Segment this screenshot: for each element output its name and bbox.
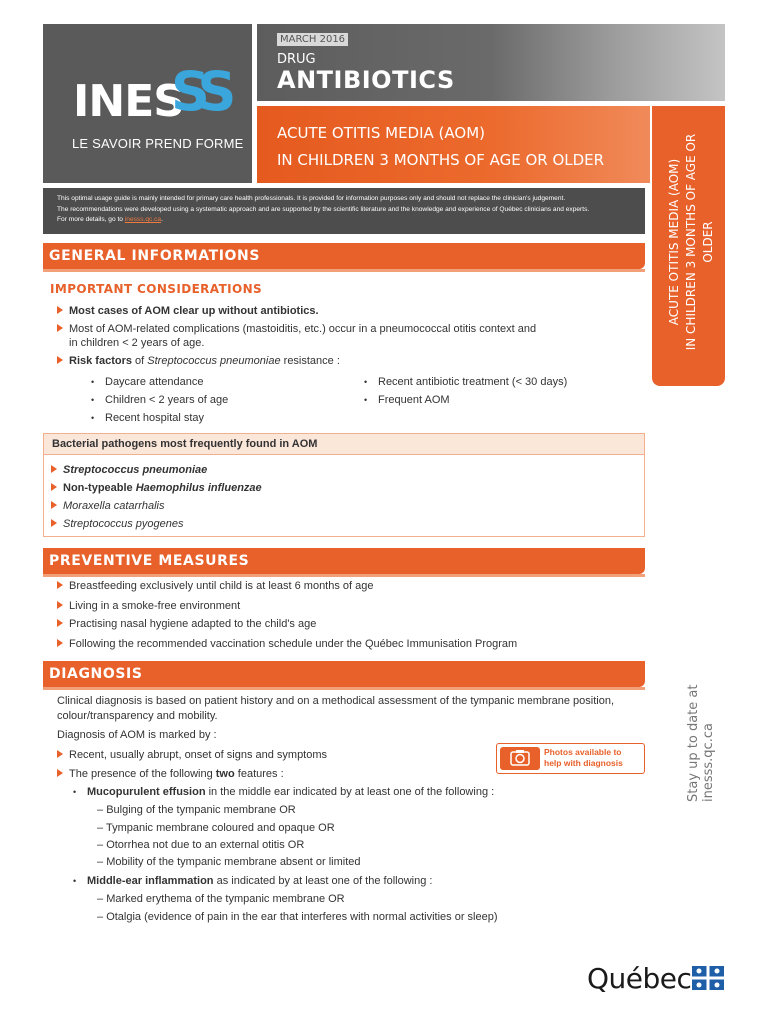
section-rule: [43, 687, 645, 690]
arrow-bullet-icon: [51, 519, 57, 527]
side-tab-line2: IN CHILDREN 3 MONTHS OF AGE OR OLDER: [684, 133, 715, 351]
intro-notice: [43, 188, 645, 234]
risk-factor-text: Recent hospital stay: [105, 412, 205, 424]
arrow-bullet-icon: [57, 769, 63, 777]
list-item-text: The presence of the following: [69, 768, 216, 780]
criterion-text: Mobility of the tympanic membrane absent or limited: [106, 856, 361, 868]
side-tab-line1: ACUTE OTITIS MEDIA (AOM): [667, 158, 681, 326]
pathogen-name: Moraxella catarrhalis: [63, 500, 165, 512]
photos-link-line2: help with diagnosis: [544, 758, 623, 768]
arrow-bullet-icon: [57, 601, 63, 609]
pathogen-name: Streptococcus pneumoniae: [63, 464, 208, 476]
pathogen-qualifier: Non-typeable: [63, 482, 136, 494]
side-tab-text: [666, 112, 717, 372]
quebec-flag-icon: [692, 966, 724, 990]
risk-factor: • Recent antibiotic treatment (< 30 days): [364, 376, 568, 388]
arrow-bullet-icon: [57, 619, 63, 627]
intro-line3: [57, 215, 631, 226]
subheading-important: IMPORTANT CONSIDERATIONS: [50, 282, 263, 296]
inesss-link[interactable]: inesss.qc.ca: [124, 216, 162, 223]
quebec-wordmark: Québec: [587, 962, 692, 995]
logo-wordmark: INES: [73, 76, 184, 127]
criterion-item: – Bulging of the tympanic membrane OR: [97, 804, 296, 816]
criterion-text: Tympanic membrane coloured and opaque OR: [105, 822, 335, 834]
photos-link-label: [544, 747, 623, 769]
logo-block: [43, 24, 252, 183]
criterion-item: – Otorrhea not due to an external otitis OR: [97, 839, 305, 851]
feature-text: in the middle ear indicated by at least one of the following :: [205, 786, 495, 798]
list-item-text: resistance :: [280, 355, 340, 367]
risk-factors-label: Risk factors: [69, 355, 132, 367]
logo-ss-mark: SS: [171, 60, 227, 123]
side-tab: [652, 106, 725, 386]
risk-factor: • Frequent AOM: [364, 394, 450, 406]
section-heading-preventive: PREVENTIVE MEASURES: [43, 548, 645, 574]
intro-line1: This optimal usage guide is mainly intended for primary care health professionals. It is provided for information purposes only and should not replace the clinician's judgement.: [57, 195, 566, 202]
arrow-bullet-icon: [51, 483, 57, 491]
pathogen-item: [51, 463, 207, 477]
risk-factor: • Recent hospital stay: [91, 412, 205, 424]
list-item-text: Most of AOM-related complications (mastoiditis, etc.) occur in a pneumococcal otitis context and: [69, 323, 537, 335]
emphasis: two: [215, 768, 235, 780]
criterion-text: Otorrhea not due to an external otitis OR: [106, 839, 305, 851]
header-banner: [257, 24, 725, 101]
section-rule: [43, 269, 645, 272]
risk-factor-text: Children < 2 years of age: [105, 394, 229, 406]
criterion-text: Otalgia (evidence of pain in the ear that interferes with normal activities or sleep): [106, 911, 498, 923]
feature-text: as indicated by at least one of the following :: [213, 875, 433, 887]
criterion-text: Marked erythema of the tympanic membrane OR: [106, 893, 345, 905]
arrow-bullet-icon: [57, 356, 63, 364]
header-kind: DRUG: [277, 52, 316, 67]
list-item-text: features :: [234, 768, 284, 780]
stay-up-to-date-text: Stay up to date at inesss.qc.ca: [686, 684, 716, 802]
photos-link-line1: Photos available to: [544, 747, 622, 757]
publication-date: MARCH 2016: [277, 33, 348, 46]
bacteria-box-heading: Bacterial pathogens most frequently found in AOM: [44, 434, 644, 455]
page-title-line1: ACUTE OTITIS MEDIA (AOM): [277, 124, 486, 142]
list-item-text: Breastfeeding exclusively until child is at least 6 months of age: [69, 580, 374, 592]
list-item-text: Following the recommended vaccination schedule under the Québec Immunisation Program: [69, 638, 518, 650]
photos-link-button[interactable]: [496, 743, 645, 774]
list-item: [57, 599, 240, 613]
feature-item: • Middle-ear inflammation as indicated by at least one of the following :: [73, 875, 433, 887]
pathogen-item: [51, 499, 164, 513]
criterion-text: Bulging of the tympanic membrane OR: [106, 804, 296, 816]
list-item: [57, 579, 374, 593]
criterion-item: – Otalgia (evidence of pain in the ear that interferes with normal activities or sleep): [97, 911, 498, 923]
section-heading-general: GENERAL INFORMATIONS: [43, 243, 645, 269]
diagnosis-paragraph: [57, 694, 614, 724]
list-item: [57, 304, 319, 318]
list-item-text: Practising nasal hygiene adapted to the child's age: [69, 618, 317, 630]
criterion-item: – Marked erythema of the tympanic membrane OR: [97, 893, 345, 905]
species-name: Streptococcus pneumoniae: [147, 355, 281, 367]
arrow-bullet-icon: [57, 639, 63, 647]
bacteria-box: [43, 433, 645, 537]
list-item-text: Most cases of AOM clear up without antibiotics.: [69, 305, 319, 317]
risk-factor: • Daycare attendance: [91, 376, 204, 388]
arrow-bullet-icon: [57, 750, 63, 758]
risk-factor-text: Daycare attendance: [105, 376, 204, 388]
pathogen-item: [51, 481, 262, 495]
section-rule: [43, 574, 645, 577]
logo-tagline: LE SAVOIR PREND FORME: [72, 136, 244, 151]
paragraph-text: colour/transparency and mobility.: [57, 710, 218, 722]
pathogen-item: [51, 517, 183, 531]
feature-item: • Mucopurulent effusion in the middle ear indicated by at least one of the following :: [73, 786, 495, 798]
list-item: [57, 617, 316, 631]
list-item-text: Living in a smoke-free environment: [69, 600, 241, 612]
paragraph-text: Clinical diagnosis is based on patient history and on a methodical assessment of the tympanic membrane position,: [57, 695, 615, 707]
pathogen-name: Haemophilus influenzae: [135, 482, 262, 494]
list-item: [57, 322, 536, 350]
list-item: [57, 748, 327, 762]
section-heading-diagnosis: DIAGNOSIS: [43, 661, 645, 687]
risk-factor: • Children < 2 years of age: [91, 394, 229, 406]
list-item-text: Recent, usually abrupt, onset of signs and symptoms: [69, 749, 328, 761]
header-category: ANTIBIOTICS: [277, 66, 455, 94]
list-item: [57, 354, 340, 368]
list-item-text: of: [131, 355, 148, 367]
list-item-text: in children < 2 years of age.: [69, 337, 205, 349]
risk-factor-text: Recent antibiotic treatment (< 30 days): [378, 376, 568, 388]
intro-line3-suffix: .: [161, 216, 163, 223]
intro-line3-prefix: For more details, go to: [57, 216, 125, 223]
list-item: [57, 767, 284, 781]
criterion-item: – Mobility of the tympanic membrane absent or limited: [97, 856, 361, 868]
feature-label: Middle-ear inflammation: [87, 875, 214, 887]
arrow-bullet-icon: [57, 324, 63, 332]
pathogen-name: Streptococcus pyogenes: [63, 518, 184, 530]
title-banner: [257, 106, 650, 183]
criterion-item: – Tympanic membrane coloured and opaque OR: [97, 822, 335, 834]
arrow-bullet-icon: [57, 581, 63, 589]
list-item: [57, 637, 517, 651]
feature-label: Mucopurulent effusion: [87, 786, 206, 798]
intro-line2: The recommendations were developed using a systematic approach and are supported by the scientific literature and the knowledge and experience of Québec clinicians and experts.: [57, 205, 590, 213]
camera-icon: [500, 747, 540, 770]
arrow-bullet-icon: [51, 465, 57, 473]
arrow-bullet-icon: [51, 501, 57, 509]
arrow-bullet-icon: [57, 306, 63, 314]
risk-factor-text: Frequent AOM: [378, 394, 450, 406]
page-title-line2: IN CHILDREN 3 MONTHS OF AGE OR OLDER: [277, 151, 605, 169]
diagnosis-lead: Diagnosis of AOM is marked by :: [57, 729, 217, 741]
